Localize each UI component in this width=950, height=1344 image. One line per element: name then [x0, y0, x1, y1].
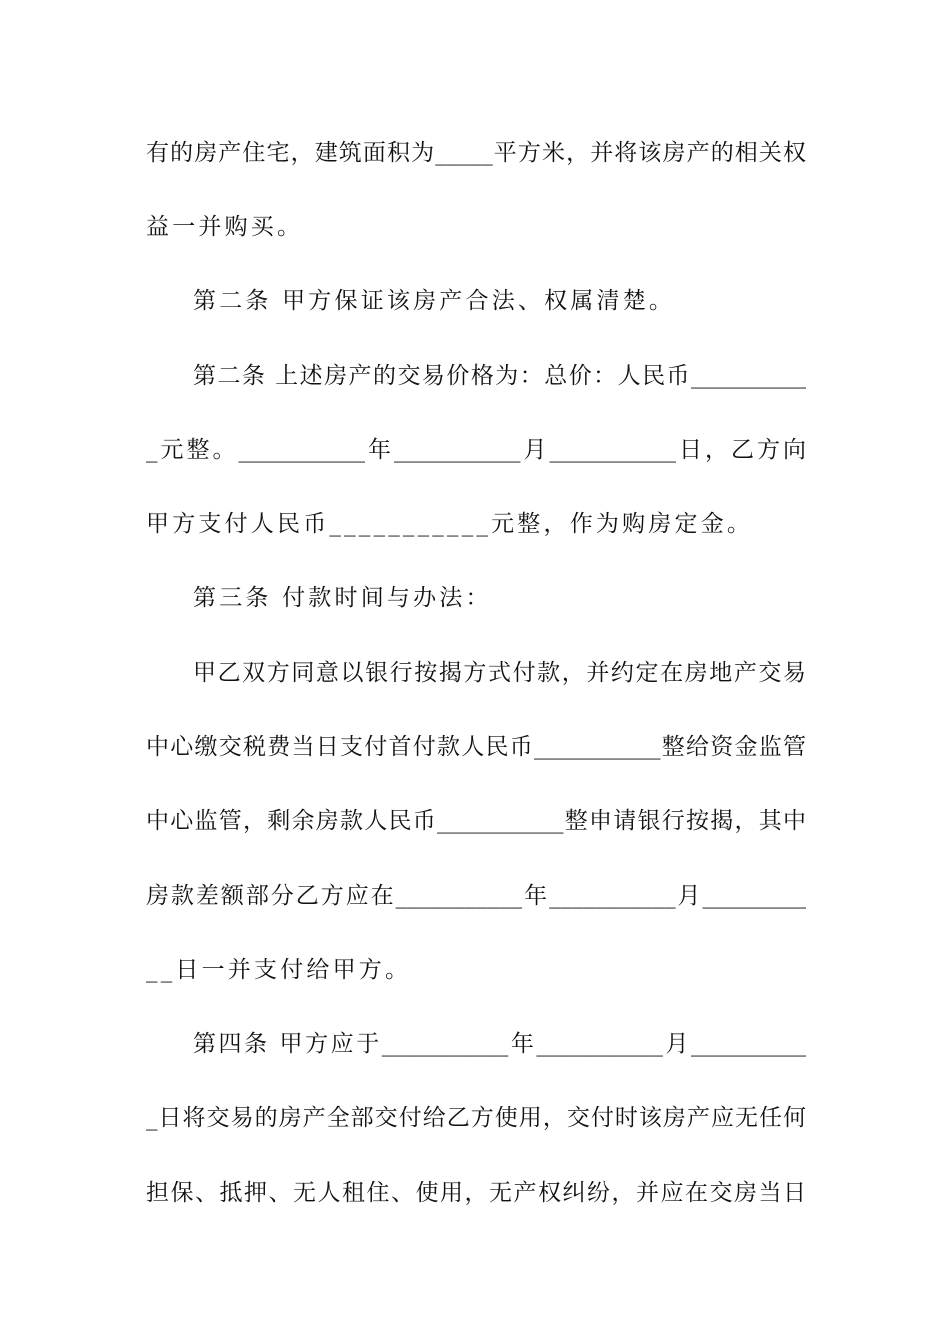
paragraph-line: 房款差额部分乙方应在___________年___________月_________	[146, 883, 806, 909]
paragraph-line: __日一并支付给甲方。	[146, 957, 412, 983]
paragraph-line: 益一并购买。	[146, 214, 304, 240]
paragraph-line: _日将交易的房产全部交付给乙方使用，交付时该房产应无任何	[146, 1105, 806, 1131]
article-3-heading: 第三条 付款时间与办法：	[193, 585, 492, 611]
article-2-heading: 第二条 甲方保证该房产合法、权属清楚。	[193, 288, 676, 314]
article-4-line: 第四条 甲方应于___________年___________月__________	[193, 1031, 806, 1057]
paragraph-line: 中心缴交税费当日支付首付款人民币___________整给资金监管	[146, 734, 806, 760]
paragraph-line: 中心监管，剩余房款人民币___________整申请银行按揭，其中	[146, 808, 806, 834]
paragraph-line: 担保、抵押、无人租住、使用，无产权纠纷，并应在交房当日	[146, 1180, 806, 1206]
paragraph-line: 甲乙双方同意以银行按揭方式付款，并约定在房地产交易	[193, 660, 806, 686]
paragraph-line: 有的房产住宅，建筑面积为_____平方米，并将该房产的相关权	[146, 140, 806, 166]
paragraph-line: _元整。___________年___________月___________日，乙方向	[146, 437, 806, 463]
article-2b-line: 第二条 上述房产的交易价格为：总价：人民币__________	[193, 363, 806, 389]
paragraph-line: 甲方支付人民币___________元整，作为购房定金。	[146, 511, 754, 537]
